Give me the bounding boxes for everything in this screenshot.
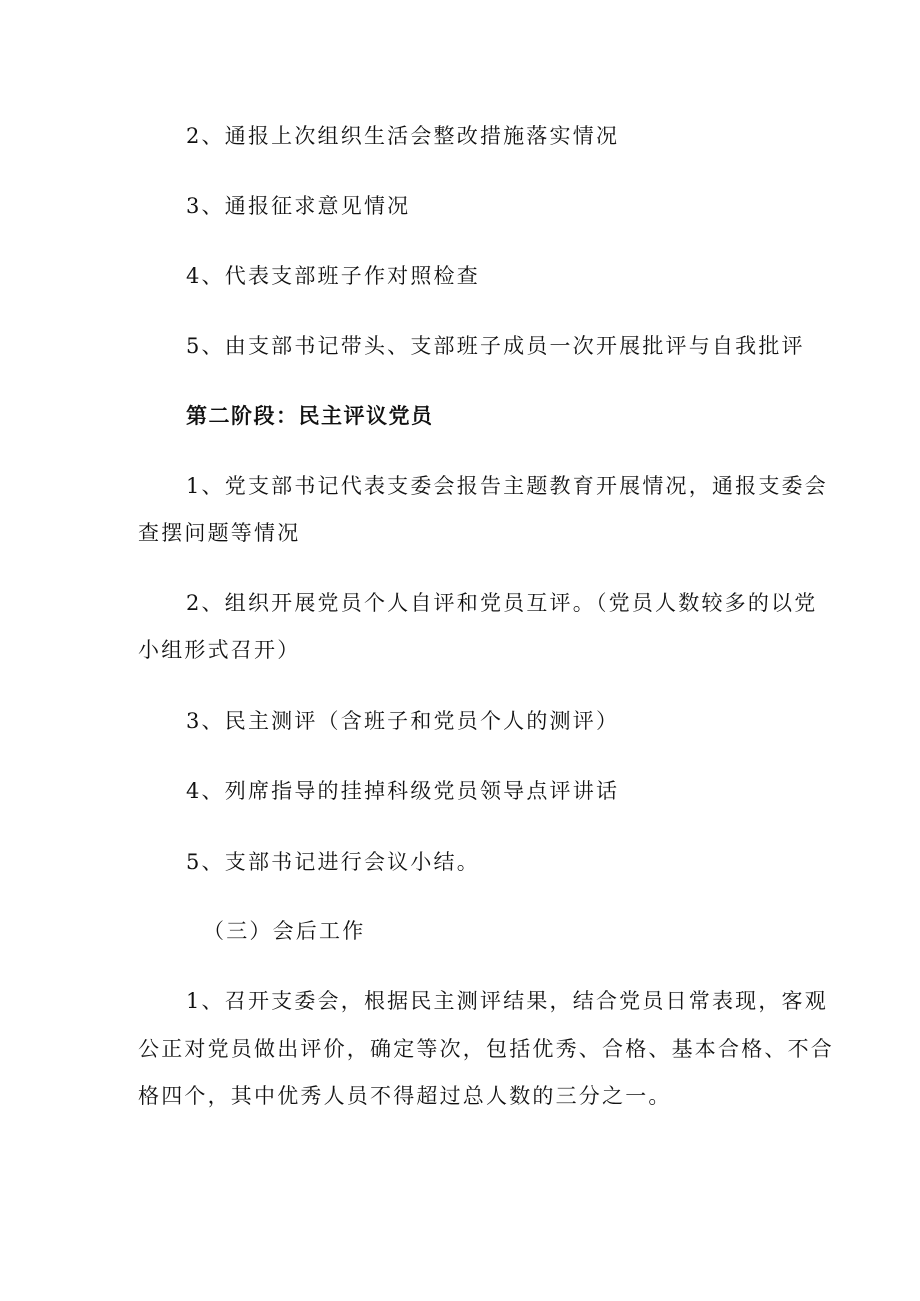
list-item-continuation: 格四个，其中优秀人员不得超过总人数的三分之一。 [138, 1084, 672, 1108]
list-item: 5、支部书记进行会议小结。 [186, 850, 480, 874]
list-item: 3、民主测评（含班子和党员个人的测评） [186, 709, 620, 733]
list-item-continuation: 查摆问题等情况 [138, 521, 301, 545]
list-item-continuation: 小组形式召开） [138, 638, 301, 662]
list-item: 2、组织开展党员个人自评和党员互评。（党员人数较多的以党 [186, 591, 818, 615]
list-item: 5、由支部书记带头、支部班子成员一次开展批评与自我批评 [186, 334, 805, 358]
list-item: 1、党支部书记代表支委会报告主题教育开展情况，通报支委会 [186, 474, 828, 498]
section3-heading: （三）会后工作 [203, 919, 366, 943]
stage2-heading: 第二阶段：民主评议党员 [186, 404, 434, 428]
list-item: 2、通报上次组织生活会整改措施落实情况 [186, 124, 620, 148]
list-item: 3、通报征求意见情况 [186, 194, 411, 218]
list-item: 4、列席指导的挂掉科级党员领导点评讲话 [186, 779, 620, 803]
list-item: 1、召开支委会，根据民主测评结果，结合党员日常表现，客观 [186, 989, 828, 1013]
list-item-continuation: 公正对党员做出评价，确定等次，包括优秀、合格、基本合格、不合 [138, 1037, 834, 1061]
list-item: 4、代表支部班子作对照检查 [186, 264, 480, 288]
